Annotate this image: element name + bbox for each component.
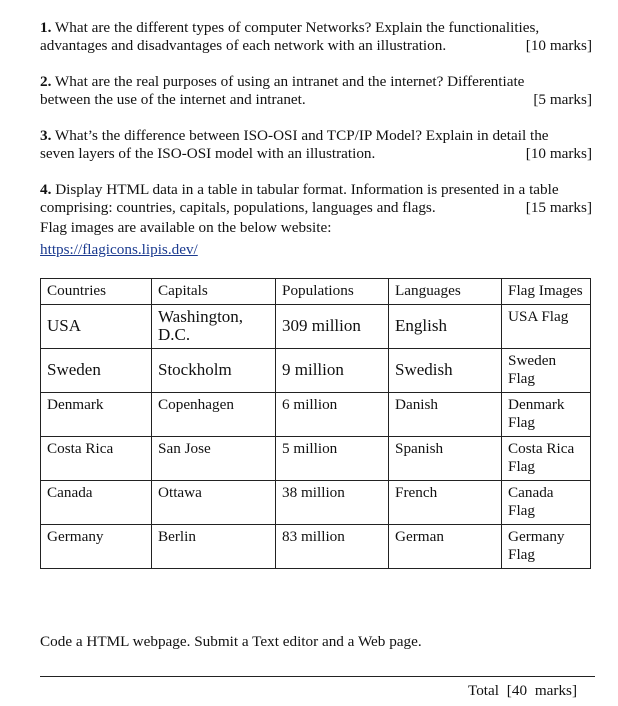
question-3 [40, 127, 592, 163]
marks-label: [5 marks] [533, 91, 592, 108]
table-cell: USA [41, 305, 152, 349]
table-cell: Spanish [389, 437, 502, 481]
question-text-cont: comprising: countries, capitals, populations, languages and flags. [40, 199, 436, 216]
question-text: What are the different types of computer Networks? Explain the functionalities, [54, 19, 540, 36]
question-number: 4. [40, 181, 52, 198]
instruction-text: Code a HTML webpage. Submit a Text editor and a Web page. [40, 633, 422, 650]
table-cell: German [389, 525, 502, 569]
divider [40, 676, 595, 677]
table-cell: Stockholm [152, 349, 276, 393]
total-marks [468, 682, 577, 700]
question-2 [40, 73, 592, 109]
question-4 [40, 181, 592, 217]
table-cell: Swedish [389, 349, 502, 393]
question-number: 3. [40, 127, 52, 144]
table-cell: Danish [389, 393, 502, 437]
table-row [41, 437, 591, 481]
question-text: Display HTML data in a table in tabular format. Information is presented in a table [55, 181, 559, 198]
total-label: Total [468, 682, 499, 699]
table-cell: San Jose [152, 437, 276, 481]
table-cell: 309 million [276, 305, 389, 349]
table-cell: French [389, 481, 502, 525]
table-cell: Germany Flag [502, 525, 591, 569]
flagicons-link[interactable]: https://flagicons.lipis.dev/ [40, 241, 198, 258]
flag-note: Flag images are available on the below website: [40, 219, 332, 236]
table-row [41, 305, 591, 349]
table-row [41, 525, 591, 569]
table-row [41, 481, 591, 525]
table-cell: Canada [41, 481, 152, 525]
table-cell: Berlin [152, 525, 276, 569]
table-cell: Denmark Flag [502, 393, 591, 437]
header-cell: Populations [276, 279, 389, 305]
table-cell: 38 million [276, 481, 389, 525]
marks-label: [10 marks] [525, 37, 592, 54]
total-value: [40 marks] [506, 682, 578, 699]
question-1 [40, 19, 592, 55]
header-cell: Capitals [152, 279, 276, 305]
question-sheet [40, 14, 592, 569]
table-cell: Ottawa [152, 481, 276, 525]
table-header-row [41, 279, 591, 305]
question-number: 2. [40, 73, 52, 90]
table-cell: Washington, D.C. [152, 305, 276, 349]
table-row [41, 393, 591, 437]
question-text: What are the real purposes of using an intranet and the internet? Differentiate [54, 73, 525, 90]
table-cell: 6 million [276, 393, 389, 437]
question-number: 1. [40, 19, 52, 36]
header-cell: Flag Images [502, 279, 591, 305]
table-row [41, 349, 591, 393]
countries-table [40, 278, 591, 569]
table-cell: USA Flag [502, 305, 591, 349]
table-cell: Copenhagen [152, 393, 276, 437]
table-cell: Sweden Flag [502, 349, 591, 393]
header-cell: Languages [389, 279, 502, 305]
table-cell: Costa Rica [41, 437, 152, 481]
question-text-cont: seven layers of the ISO-OSI model with an illustration. [40, 145, 376, 162]
question-text: What’s the difference between ISO-OSI and TCP/IP Model? Explain in detail the [54, 127, 549, 144]
table-cell: Sweden [41, 349, 152, 393]
table-cell: 5 million [276, 437, 389, 481]
question-text-cont: between the use of the internet and intranet. [40, 91, 306, 108]
table-cell: Canada Flag [502, 481, 591, 525]
marks-label: [10 marks] [525, 145, 592, 162]
question-text-cont: advantages and disadvantages of each network with an illustration. [40, 37, 447, 54]
table-cell: Germany [41, 525, 152, 569]
marks-label: [15 marks] [525, 199, 592, 216]
table-cell: 9 million [276, 349, 389, 393]
table-cell: Costa Rica Flag [502, 437, 591, 481]
table-cell: English [389, 305, 502, 349]
table-cell: Denmark [41, 393, 152, 437]
header-cell: Countries [41, 279, 152, 305]
table-cell: 83 million [276, 525, 389, 569]
